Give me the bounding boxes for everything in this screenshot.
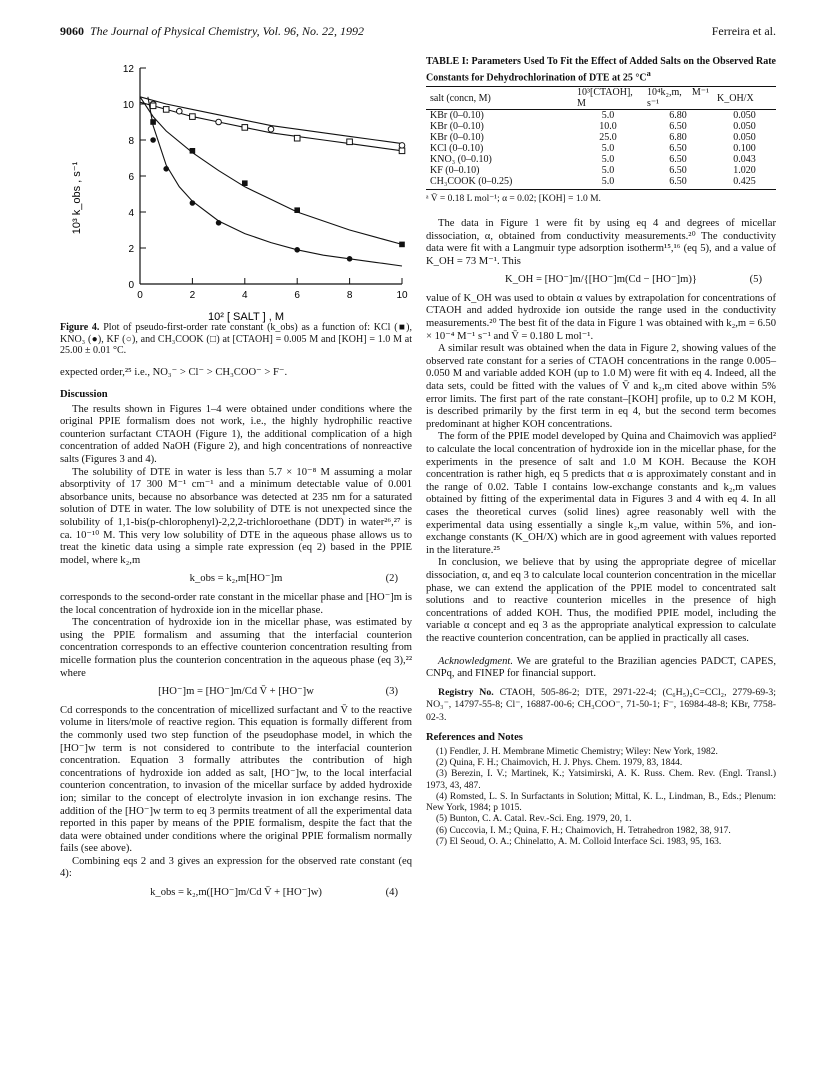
references-list [426, 747, 776, 848]
data-point-kno3 [190, 200, 196, 206]
paragraph: Combining eqs 2 and 3 gives an expression for the observed rate constant (eq 4): [60, 855, 412, 880]
journal-citation: The Journal of Physical Chemistry, Vol. 96, No. 22, 1992 [90, 24, 364, 38]
paragraph: The solubility of DTE in water is less than 5.7 × 10⁻⁸ M assuming a molar absorptivity of 17 300 M⁻¹ cm⁻¹ and a minimum detectable value of 0.001 absorbance units, because no absorbance was detected at 235 nm for a saturated solution of DTE in water. The low solubility of DTE is not unexpected since the solubility of 1,1-bis(p-chlorophenyl)-2,2,2-trichloroethane (DDT) in water²⁶,²⁷ is ca. 10⁻¹⁰ M. This very low solubility of DTE in the aqueous phase allows us to treat the kinetic data using a simple rate expression (eq 2) based in the PPIE model, where k₂,m [60, 466, 412, 566]
equation-number: (3) [385, 686, 398, 698]
table-cell: 6.50 [669, 165, 687, 177]
reference-item: (3) Berezin, I. V.; Martinek, K.; Yatsimirski, A. K. Russ. Chem. Rev. (Engl. Transl.) 1973, 43, 487. [426, 769, 776, 791]
table-header-koh: K_OH/X [717, 92, 754, 104]
paragraph: Cd corresponds to the concentration of micellized surfactant and V̄ to the reactive volume in liters/mole of reactive region. This equation is formally different from the commonly used two step function of the pseudophase model, in which the [HO⁻]w term is not considered to contribute to the interfacial counterion concentration. Equation 3 formally attributes the contribution of high concentrations of hydroxide ion added as salt, [HO⁻]w, to the local interfacial counterion concentration, to invasion of the micellar surface by added hydroxide ion; similar to the concept of electrolyte invasion in ion exchange resins. The addition of the [HO⁻]w term to eq 3 permits treatment of all the experimental data reported in this paper by means of the PPIE formalism, despite the fact that the data were obtained under conditions where the original PPIE formalism normally fails (see above). [60, 704, 412, 855]
figure-caption [60, 322, 412, 357]
x-axis-label: 10² [ SALT ] , M [207, 311, 285, 323]
table-row [426, 110, 776, 122]
data-point-kno3 [163, 166, 169, 172]
equation-body: K_OH = [HO⁻]m/{[HO⁻]m(Cd − [HO⁻]m)} [505, 274, 697, 286]
data-point-kcl [294, 207, 300, 213]
table-header-ctaoh: 10³[CTAOH], M [577, 87, 633, 110]
registry-label: Registry No. [438, 686, 494, 698]
equation-body: [HO⁻]m = [HO⁻]m/Cd V̄ + [HO⁻]w [158, 686, 314, 698]
figure-4 [60, 58, 412, 326]
table-cell: 6.50 [669, 154, 687, 166]
acknowledgment-text: We are grateful to the Brazilian agencies PADCT, CAPES, CNPq, and FINEP for financial support. [426, 655, 776, 680]
equation-number: (5) [749, 274, 762, 286]
table-cell: KCl (0–0.10) [430, 143, 484, 155]
caption-text: Plot of pseudo-first-order rate constant (k_obs) as a function of: KCl (■), KNO₃ (●), KF (○), and CH₃COOK (□) at [CTAOH] = 0.005 M and [KOH] = 1.0 M at 25.00 ± 0.01 °C. [60, 322, 412, 356]
table-cell: 0.043 [733, 154, 756, 166]
reference-item: (7) El Seoud, O. A.; Chinelatto, A. M. Colloid Interface Sci. 1983, 95, 163. [436, 836, 722, 847]
table-cell: KNO₃ (0–0.10) [430, 154, 492, 166]
y-tick-label: 12 [122, 64, 134, 75]
table-cell: 0.100 [733, 143, 756, 155]
fit-curve [140, 97, 402, 144]
y-tick-label: 10 [122, 100, 134, 111]
table-header-salt: salt (concn, M) [430, 92, 491, 104]
table-title [426, 56, 776, 83]
acknowledgment [426, 656, 776, 681]
table-cell: KBr (0–0.10) [430, 132, 484, 144]
y-tick-label: 2 [128, 244, 134, 255]
equation-number: (2) [385, 573, 398, 585]
left-column [60, 322, 412, 906]
data-point-ch3cook [150, 103, 156, 109]
fit-curve [140, 97, 402, 245]
right-column [426, 56, 776, 848]
registry-text: CTAOH, 505-86-2; DTE, 2971-22-4; (C₆H₅)₂C=CCl₂, 2779-69-3; NO₃⁻, 14797-55-8; Cl⁻, 16887-00-6; CH₃COO⁻, 71-50-1; F⁻, 16984-48-8; KBr, 7758-02-3. [426, 686, 776, 723]
data-point-ch3cook [163, 107, 169, 113]
table-cell: 25.0 [599, 132, 617, 144]
x-tick-label: 4 [242, 290, 248, 301]
table-row [426, 176, 776, 187]
table-cell: KF (0–0.10) [430, 165, 480, 177]
table-row [426, 121, 776, 132]
table-cell: 0.050 [733, 110, 756, 122]
table-cell: KBr (0–0.10) [430, 110, 484, 122]
data-point-kcl [242, 180, 248, 186]
running-authors: Ferreira et al. [711, 24, 776, 38]
reference-item: (5) Bunton, C. A. Catal. Rev.-Sci. Eng. 1979, 20, 1. [436, 814, 632, 825]
data-point-kf [399, 143, 405, 149]
table-cell: 5.0 [601, 165, 615, 177]
table-row [426, 143, 776, 154]
data-point-kcl [190, 148, 196, 154]
references-heading: References and Notes [426, 732, 523, 744]
table-cell: 0.050 [733, 132, 756, 144]
table-cell: 6.50 [669, 143, 687, 155]
acknowledgment-label: Acknowledgment. [438, 655, 514, 667]
data-point-ch3cook [242, 125, 248, 131]
equation-5 [426, 274, 776, 287]
data-point-kcl [399, 242, 405, 248]
table-cell: 10.0 [599, 121, 617, 133]
table-cell: 5.0 [601, 143, 615, 155]
table-title-label: TABLE I: [426, 56, 469, 67]
page-number: 9060 [60, 24, 84, 38]
x-tick-label: 10 [396, 290, 408, 301]
equation-body: k_obs = k₂,m[HO⁻]m [189, 573, 283, 585]
y-axis-label: 10³ k_obs , s⁻¹ [71, 161, 83, 235]
table-cell: 0.425 [733, 176, 756, 188]
paragraph: The results shown in Figures 1–4 were obtained under conditions where the original PPIE formalism does not work, i.e., the highly hydrophilic reactive counterion surfactant CTAOH (Figure 1), the additional complication of a high concentration of added NaOH (Figure 2), and high concentrations of nonreactive salts (Figures 3 and 4). [60, 403, 412, 466]
equation-number: (4) [385, 887, 398, 899]
table-cell: CH₃COOK (0–0.25) [430, 176, 513, 188]
section-heading: Discussion [60, 389, 108, 401]
equation-body: k_obs = k₂,m([HO⁻]m/Cd V̄ + [HO⁻]w) [150, 887, 322, 899]
table-cell: 0.050 [733, 121, 756, 133]
table-cell: 6.80 [669, 110, 687, 122]
paragraph: A similar result was obtained when the data in Figure 2, showing values of the observed rate constant for a series of CTAOH concentrations in the range 0.005–0.050 M and variable added KOH (up to 1.0 M) were fit with eq 4. Indeed, all the data sets, could be fitted with the values of V̄ and k₂,m cited above within 5% error limits. The first part of the rate constant–[KOH] profile, up to 0.2 M KOH, is described primarily by the first term in eq 4, but the second term becomes predominant at higher KOH concentrations. [426, 343, 776, 430]
table-cell: 5.0 [601, 154, 615, 166]
equation-3 [60, 686, 412, 699]
data-point-kno3 [216, 220, 222, 226]
reference-item: (1) Fendler, J. H. Membrane Mimetic Chemistry; Wiley: New York, 1982. [436, 747, 718, 758]
data-point-kf [268, 126, 274, 132]
paragraph: The data in Figure 1 were fit by using eq 4 and degrees of micellar dissociation, α, obtained from conductivity measurements.²⁰ The conductivity data were fit with a Langmuir type adsorption isotherm¹⁵,¹⁶ (eq 5), and a value of K_OH = 73 M⁻¹. This [426, 217, 776, 267]
data-point-ch3cook [347, 139, 353, 145]
table-title-footnote-mark: a [646, 68, 651, 78]
reference-item: (4) Romsted, L. S. In Surfactants in Solution; Mittal, K. L., Lindman, B., Eds.; Plenum: New York, 1984; p 1015. [426, 791, 776, 814]
table-footnote: ᵃ V̄ = 0.18 L mol⁻¹; α = 0.02; [KOH] = 1.0 M. [426, 189, 776, 206]
paragraph: The form of the PPIE model developed by Quina and Chaimovich was applied² to calculate the local concentration of hydroxide ion in the micellar phase, for the experiments in the presence of salt and 1.0 M KOH. Because the KOH concentration is rather high, eq 5 predicts that α is approximately constant and in the range of 0.02. Table I contains low-exchange constants and k₂,m values obtained by fitting of the experimental data in Figures 3 and 4 with eq 4. In all cases the theoretical curves (solid lines) agree reasonably well with the experimental data using essentially a single k₂,m value, within 5%, and ion-exchange constants (K_OH/X) which are in good agreement with values reported in the literature.²⁵ [426, 431, 776, 556]
table-cell: 6.50 [669, 176, 687, 188]
figure-4-plot [60, 58, 412, 326]
table-1 [426, 86, 776, 187]
data-point-kno3 [150, 137, 156, 143]
x-tick-label: 2 [189, 290, 196, 301]
table-cell: 5.0 [601, 110, 615, 122]
data-point-kf [177, 108, 183, 114]
equation-4 [60, 887, 412, 900]
table-row [426, 165, 776, 176]
table-cell: 6.80 [669, 132, 687, 144]
paragraph: The concentration of hydroxide ion in the micellar phase, was estimated by using the PPIE formalism and assuming that the interfacial counterion concentration corresponds to an effective counterion concentration resulting from micelle formation plus the counterion concentration in the aqueous phase (eq 3),²² where [60, 617, 412, 679]
data-point-ch3cook [399, 148, 405, 154]
reference-item: (2) Quina, F. H.; Chaimovich, H. J. Phys. Chem. 1979, 83, 1844. [436, 758, 683, 769]
y-tick-label: 8 [128, 136, 134, 147]
paragraph: corresponds to the second-order rate constant in the micellar phase and [HO⁻]m is the local concentration of hydroxide ion in the micellar phase. [60, 592, 412, 616]
x-tick-label: 6 [294, 290, 300, 301]
table-title-text: Parameters Used To Fit the Effect of Added Salts on the Observed Rate Constants for Dehydrochlorination of DTE at 25 °C [426, 56, 777, 83]
data-point-ch3cook [190, 114, 196, 120]
table-cell: 5.0 [601, 176, 615, 188]
table-cell: KBr (0–0.10) [430, 121, 484, 133]
registry [426, 687, 776, 725]
y-tick-label: 0 [128, 280, 134, 291]
reference-item: (6) Cuccovia, I. M.; Quina, F. H.; Chaimovich, H. Tetrahedron 1982, 38, 917. [436, 825, 731, 836]
x-tick-label: 0 [137, 290, 143, 301]
running-header [60, 24, 364, 39]
y-tick-label: 4 [128, 208, 134, 219]
table-cell: 6.50 [669, 121, 687, 133]
paragraph: expected order,²⁵ i.e., NO₃⁻ > Cl⁻ > CH₃COO⁻ > F⁻. [60, 366, 288, 378]
caption-label: Figure 4. [60, 322, 100, 333]
table-row [426, 132, 776, 143]
data-point-kf [216, 119, 222, 125]
table-header-k2m: 10⁴k₂,m, M⁻¹ s⁻¹ [647, 87, 709, 110]
data-point-kcl [150, 119, 156, 125]
fit-curve [148, 97, 402, 266]
table-cell: 1.020 [733, 165, 756, 177]
data-point-kno3 [347, 256, 353, 262]
data-point-ch3cook [294, 135, 300, 141]
equation-2 [60, 573, 412, 586]
paragraph: value of K_OH was used to obtain α values by extrapolation for concentrations of CTAOH and added hydroxide ion outside the range used in the conductivity measurements.²⁰ The best fit of the data in Figure 1 was obtained with k₂,m = 6.50 × 10⁻⁴ M⁻¹ s⁻¹ and V̄ = 0.180 L mol⁻¹. [426, 292, 776, 342]
y-tick-label: 6 [128, 172, 134, 183]
table-row [426, 154, 776, 165]
paragraph: In conclusion, we believe that by using the appropriate degree of micellar dissociation, α, and eq 3 to calculate local counterion concentration in the micellar phase, we can extend the application of the PPIE model to concentrated salt solutions and to reactive counterion micelles in the presence of high concentrations of added KOH. Thus, the modified PPIE model, including the variable α concept and eq 3 as the appropriate analytical expression to calculate the reactive counterion concentration, can be applied in practically all cases. [426, 557, 776, 644]
x-tick-label: 8 [346, 290, 353, 301]
data-point-kno3 [294, 247, 300, 253]
